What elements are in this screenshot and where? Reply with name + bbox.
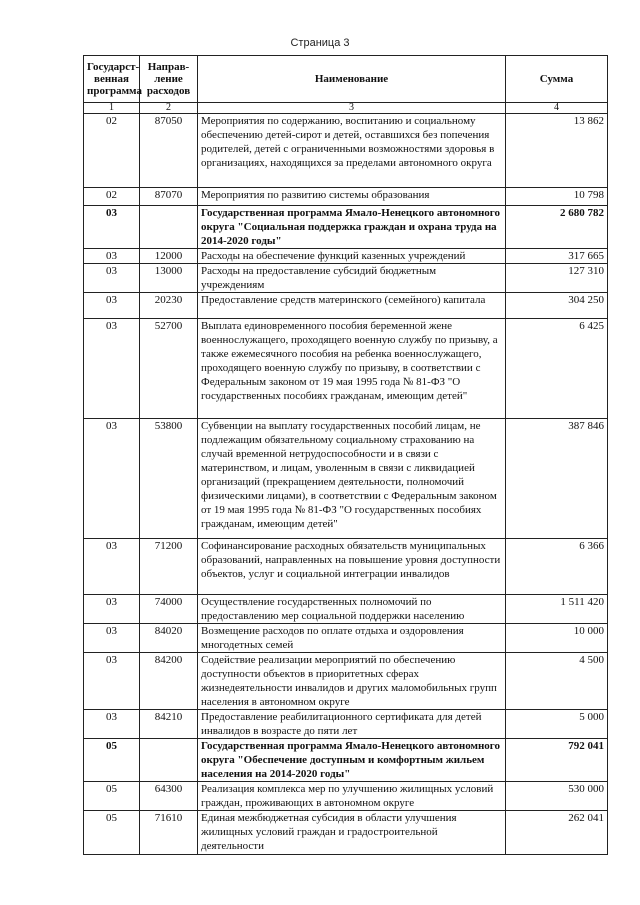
header-sum: Сумма — [506, 56, 608, 103]
sum-cell: 792 041 — [506, 739, 608, 782]
name-cell: Возмещение расходов по оплате отдыха и оздоровления многодетных семей — [198, 624, 506, 653]
name-cell: Государственная программа Ямало-Ненецкого автономного округа "Социальная поддержка граждан и охрана труда на 2014-2020 годы" — [198, 206, 506, 249]
name-cell: Расходы на обеспечение функций казенных учреждений — [198, 249, 506, 264]
table-row — [84, 811, 608, 855]
program-cell: 05 — [84, 739, 140, 782]
table-row — [84, 114, 608, 188]
direction-cell: 74000 — [140, 595, 198, 624]
sum-cell: 387 846 — [506, 419, 608, 539]
program-cell: 03 — [84, 249, 140, 264]
direction-cell: 12000 — [140, 249, 198, 264]
table-body — [84, 114, 608, 855]
table-row — [84, 539, 608, 595]
direction-cell: 87070 — [140, 188, 198, 206]
program-cell: 05 — [84, 782, 140, 811]
sum-cell: 13 862 — [506, 114, 608, 188]
direction-cell — [140, 739, 198, 782]
program-cell: 03 — [84, 264, 140, 293]
table-row — [84, 419, 608, 539]
name-cell: Выплата единовременного пособия беременной жене военнослужащего, проходящего военную службу по призыву, а также ежемесячного пособия на ребенка военнослужащего, проходящего военную службу по призыву, в соответствии с Федеральным законом от 19 мая 1995 года № 81-ФЗ "О государственных пособиях гражданам, имеющим детей" — [198, 319, 506, 419]
direction-cell: 84200 — [140, 653, 198, 710]
page-label: Страница 3 — [290, 37, 350, 49]
table-row — [84, 624, 608, 653]
name-cell: Мероприятия по содержанию, воспитанию и социальному обеспечению детей-сирот и детей, оставшихся без попечения родителей, детей с ограниченными возможностями здоровья в организациях, находящихся за пределами автономного округа — [198, 114, 506, 188]
name-cell: Осуществление государственных полномочий по предоставлению мер социальной поддержки населению — [198, 595, 506, 624]
direction-cell: 13000 — [140, 264, 198, 293]
column-number: 4 — [506, 103, 608, 114]
sum-cell: 127 310 — [506, 264, 608, 293]
program-cell: 03 — [84, 293, 140, 319]
direction-cell: 71610 — [140, 811, 198, 855]
name-cell: Единая межбюджетная субсидия в области улучшения жилищных условий граждан и градостроительной деятельности — [198, 811, 506, 855]
direction-cell: 52700 — [140, 319, 198, 419]
direction-cell: 84020 — [140, 624, 198, 653]
program-cell: 03 — [84, 595, 140, 624]
program-cell: 03 — [84, 206, 140, 249]
program-cell: 03 — [84, 539, 140, 595]
header-name: Наименование — [198, 56, 506, 103]
program-cell: 02 — [84, 188, 140, 206]
sum-cell: 1 511 420 — [506, 595, 608, 624]
table-row — [84, 293, 608, 319]
column-number: 2 — [140, 103, 198, 114]
program-cell: 03 — [84, 710, 140, 739]
name-cell: Мероприятия по развитию системы образования — [198, 188, 506, 206]
table-row — [84, 264, 608, 293]
direction-cell — [140, 206, 198, 249]
name-cell: Субвенции на выплату государственных пособий лицам, не подлежащим обязательному социальному страхованию на случай временной нетрудоспособности и в связи с материнством, и лицам, уволенным в связи с ликвидацией организаций (прекращением деятельности, полномочий физическими лицами), в соответствии с Федеральным законом от 19 мая 1995 года № 81-ФЗ "О государственных пособиях гражданам, имеющим детей" — [198, 419, 506, 539]
name-cell: Реализация комплекса мер по улучшению жилищных условий граждан, проживающих в автономном округе — [198, 782, 506, 811]
sum-cell: 262 041 — [506, 811, 608, 855]
budget-table — [83, 55, 608, 855]
column-number: 1 — [84, 103, 140, 114]
table-row — [84, 319, 608, 419]
program-cell: 03 — [84, 419, 140, 539]
table-row — [84, 653, 608, 710]
sum-cell: 4 500 — [506, 653, 608, 710]
direction-cell: 64300 — [140, 782, 198, 811]
sum-cell: 530 000 — [506, 782, 608, 811]
program-cell: 03 — [84, 624, 140, 653]
table-row — [84, 710, 608, 739]
column-number-row — [84, 103, 608, 114]
header-direction: Направ-ление расходов — [140, 56, 198, 103]
sum-cell: 304 250 — [506, 293, 608, 319]
program-cell: 05 — [84, 811, 140, 855]
name-cell: Предоставление средств материнского (семейного) капитала — [198, 293, 506, 319]
sum-cell: 2 680 782 — [506, 206, 608, 249]
column-number: 3 — [198, 103, 506, 114]
direction-cell: 20230 — [140, 293, 198, 319]
table-row — [84, 206, 608, 249]
direction-cell: 84210 — [140, 710, 198, 739]
program-cell: 03 — [84, 653, 140, 710]
program-cell: 02 — [84, 114, 140, 188]
name-cell: Софинансирование расходных обязательств муниципальных образований, направленных на повышение уровня доступности объектов, услуг и социальной интеграции инвалидов — [198, 539, 506, 595]
table-row — [84, 188, 608, 206]
name-cell: Расходы на предоставление субсидий бюджетным учреждениям — [198, 264, 506, 293]
sum-cell: 10 798 — [506, 188, 608, 206]
table-row — [84, 739, 608, 782]
sum-cell: 10 000 — [506, 624, 608, 653]
name-cell: Содействие реализации мероприятий по обеспечению доступности объектов в приоритетных сферах жизнедеятельности инвалидов и других маломобильных групп населения в автономном округе — [198, 653, 506, 710]
direction-cell: 53800 — [140, 419, 198, 539]
program-cell: 03 — [84, 319, 140, 419]
header-row — [84, 56, 608, 103]
name-cell: Государственная программа Ямало-Ненецкого автономного округа "Обеспечение доступным и комфортным жильем населения на 2014-2020 годы" — [198, 739, 506, 782]
direction-cell: 87050 — [140, 114, 198, 188]
header-program: Государст-венная программа — [84, 56, 140, 103]
table-row — [84, 595, 608, 624]
sum-cell: 5 000 — [506, 710, 608, 739]
name-cell: Предоставление реабилитационного сертификата для детей инвалидов в возрасте до пяти лет — [198, 710, 506, 739]
sum-cell: 317 665 — [506, 249, 608, 264]
sum-cell: 6 366 — [506, 539, 608, 595]
sum-cell: 6 425 — [506, 319, 608, 419]
direction-cell: 71200 — [140, 539, 198, 595]
table-row — [84, 249, 608, 264]
table-row — [84, 782, 608, 811]
